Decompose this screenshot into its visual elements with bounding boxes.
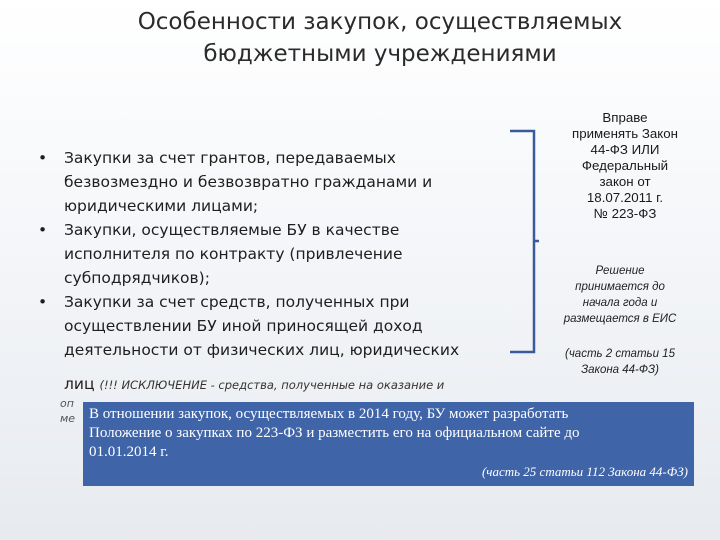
bullet-1-line-3: юридическими лицами; [64,197,259,215]
bullet-3-tail-word: лиц [64,375,95,393]
right-bracket [508,128,540,356]
bullet-item-income [36,290,496,362]
decision-line-4: размещается в ЕИС [563,313,677,325]
law-choice-line-7: № 223-ФЗ [593,206,657,221]
callout-reference: (часть 25 статьи 112 Закона 44-ФЗ) [481,464,688,479]
bullet-marker: • [38,149,48,167]
slide-title-line-2: бюджетными учреждениями [203,41,557,67]
callout-line-3: 01.01.2014 г. [89,444,169,460]
exception-note: (!!! ИСКЛЮЧЕНИЕ - средства, полученные на оказание и [99,378,445,392]
reference-line-2: Закона 44-ФЗ) [581,364,659,376]
bullet-3-tail [64,372,524,397]
reference-line-1: (часть 2 статьи 15 [565,348,675,360]
law-choice-line-1: Вправе [602,110,648,125]
obscured-fragment-2: ме [60,412,76,425]
decision-line-3: начала года и [582,297,658,309]
right-panel-decision [540,263,700,327]
law-choice-line-3: 44-ФЗ ИЛИ [590,142,660,157]
callout-box [83,402,694,486]
bullet-marker: • [38,293,48,311]
law-choice-line-5: закон от [599,174,651,189]
right-panel-law-choice [540,110,710,222]
bullet-1-line-1: Закупки за счет грантов, передаваемых [64,149,396,167]
bullet-2-line-1: Закупки, осуществляемые БУ в качестве [64,221,400,239]
bracket-path [510,131,534,352]
decision-line-1: Решение [595,265,645,277]
bullet-3-line-1: Закупки за счет средств, полученных при [64,293,410,311]
slide-title-line-1: Особенности закупок, осуществляемых [137,9,623,35]
bullet-3-line-3: деятельности от физических лиц, юридических [64,341,460,359]
bullet-1-line-2: безвозмездно и безвозвратно гражданами и [64,173,433,191]
bullet-list [36,146,496,362]
bullet-item-contractor [36,218,496,290]
bullet-item-grants [36,146,496,218]
right-panel-reference [540,346,700,378]
callout-line-1: В отношении закупок, осуществляемых в 2014 году, БУ может разработать [89,406,569,422]
law-choice-line-2: применять Закон [572,126,678,141]
bullet-2-line-3: субподрядчиков); [64,269,210,287]
slide-title [60,6,700,70]
bullet-3-line-2: осуществлении БУ иной приносящей доход [64,317,423,335]
callout-line-2: Положение о закупках по 223-ФЗ и разместить его на официальном сайте до [89,425,580,441]
decision-line-2: принимается до [575,281,665,293]
bullet-marker: • [38,221,48,239]
bullet-2-line-2: исполнителя по контракту (привлечение [64,245,403,263]
obscured-fragment-1: оп [60,397,74,410]
law-choice-line-6: 18.07.2011 г. [586,190,664,205]
law-choice-line-4: Федеральный [581,158,669,173]
